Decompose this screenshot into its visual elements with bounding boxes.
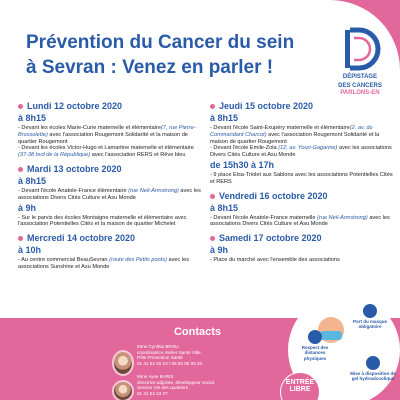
location-text: - Devant l'école Saint-Exupéry maternelle et élémentaire <box>210 125 350 131</box>
event-location <box>18 125 203 159</box>
event-location <box>18 257 203 271</box>
event-time: de 15h30 à 17h <box>210 159 275 170</box>
schedule-left-column <box>18 101 203 276</box>
event-location <box>210 125 395 159</box>
contact-photo-baris <box>112 380 134 400</box>
bullet-dot-icon <box>210 104 215 109</box>
contact-photo-brou <box>112 350 134 376</box>
event-time: à 8h15 <box>18 175 47 186</box>
event-time: à 9h <box>210 245 229 256</box>
event-day <box>210 233 395 244</box>
event-day-label: Jeudi 15 octobre 2020 <box>219 101 314 111</box>
event-day <box>18 233 203 244</box>
gel-icon <box>366 356 380 370</box>
bullet-dot-icon <box>18 236 23 241</box>
event-day <box>210 101 395 112</box>
event-right-2 <box>210 233 395 264</box>
bullet-dot-icon <box>210 236 215 241</box>
event-location <box>210 257 395 264</box>
bullet-dot-icon <box>18 104 23 109</box>
logo-line-2: DES CANCERS <box>338 83 382 89</box>
location-partners: avec les associations Divers Cités Culture et Asu Monde <box>210 145 392 159</box>
contact-line: coordinatrice Atelier Santé Ville, <box>137 349 202 355</box>
contact-brou <box>137 344 247 366</box>
event-day-label: Lundi 12 octobre 2020 <box>27 101 123 111</box>
location-address: (rue Neil-Armstrong) <box>128 187 179 194</box>
event-right-0 <box>210 101 395 186</box>
event-location <box>18 188 203 202</box>
location-partners: avec les associations Divers Cités Culture et Asu Monde <box>210 214 390 228</box>
location-address: (rue Neil-Armstrong) <box>317 214 368 221</box>
contact-line: directrice adjointe, développeur social, <box>137 379 216 385</box>
entree-line-2: LIBRE <box>289 386 311 393</box>
location-partners: avec l'association Rougemont Solidarité et la maison de quartier Rougemont <box>210 131 380 145</box>
event-left-2 <box>18 233 203 271</box>
schedule-right-column <box>210 101 395 269</box>
event-location <box>210 215 395 229</box>
contact-line: Service Vie des quartiers <box>137 385 188 391</box>
bullet-dot-icon <box>210 194 215 199</box>
covid-measure-mask <box>350 304 390 330</box>
covid-measure-label: Port du masque obligatoire <box>352 319 387 330</box>
location-partners: avec les associations Divers Cités Culture et Asu Monde <box>18 187 201 201</box>
event-left-0 <box>18 101 203 159</box>
event-time: à 8h15 <box>210 113 239 123</box>
location-text: - Sur le parvis des écoles Montaigne maternelle et élémentaire avec l'association Potentielles Cités et la maison de quartier Michelet <box>18 214 187 228</box>
location-partners: avec l'association Rougemont Solidarité et la maison de quartier Rougemont <box>18 131 188 145</box>
mask-icon <box>363 304 377 318</box>
event-day <box>210 191 395 202</box>
logo-line-3: PARLONS-EN <box>340 90 380 96</box>
contacts-section <box>110 318 285 400</box>
bullet-dot-icon <box>18 167 23 172</box>
covid-measure-distance <box>295 330 335 361</box>
contacts-title: Contacts <box>173 326 222 338</box>
location-address: (37-38 bvd de la République) <box>18 152 91 159</box>
event-day <box>18 164 203 175</box>
location-address: (route des Petits ponts) <box>109 257 167 264</box>
distance-icon <box>308 330 322 344</box>
event-day <box>18 101 203 112</box>
location-address: (7, rue Pierre-Brossolette) <box>18 125 196 138</box>
location-text: - 9 place Elsa-Triolet aux Sablons avec les associations Potentielles Cités et RERS <box>210 171 393 185</box>
location-text: - Au centre commercial BeauSevran <box>18 257 110 264</box>
poster-title <box>26 30 326 80</box>
location-address: (12, av. Youri-Gagarine) <box>278 145 338 152</box>
event-day-label: Vendredi 16 octobre 2020 <box>219 190 328 201</box>
location-text: - Devant les écoles Victor-Hugo et Lamartine maternelle et élémentaire <box>18 145 194 152</box>
location-address: (2, av. du Commandant Charcot) <box>210 125 373 138</box>
location-text: - Devant l'école Emile-Zola <box>210 145 279 152</box>
contact-line: Mme Ayse BARIS <box>137 374 174 379</box>
depistage-logo <box>330 26 390 101</box>
event-right-1 <box>210 191 395 229</box>
title-line-2: à Sevran : Venez en parler ! <box>26 57 274 78</box>
event-left-1 <box>18 164 203 228</box>
location-text: - Place du marché avec l'ensemble des associations <box>210 257 340 264</box>
covid-measure-label: Respect des distances physiques <box>301 345 329 361</box>
event-day-label: Mercredi 14 octobre 2020 <box>27 233 136 244</box>
contact-line: 01 41 52 43 27 <box>137 390 168 396</box>
logo-d-icon <box>339 26 381 72</box>
event-day-label: Mardi 13 octobre 2020 <box>27 163 122 174</box>
contact-line: 01 41 52 46 23 / 06 83 96 08 33 <box>137 360 203 366</box>
logo-line-1: DÉPISTAGE <box>342 74 378 80</box>
location-text: - Devant l'école Anatole-France élémentaire <box>18 187 129 194</box>
event-location <box>210 172 395 186</box>
event-location <box>18 215 203 229</box>
location-partners: avec les associations Sunshine et Asu Monde <box>18 257 190 270</box>
location-text: - Devant les écoles Marie-Curie maternelle et élémentaire <box>18 125 162 131</box>
covid-measure-gel <box>350 356 396 382</box>
covid-measure-label: Mise à disposition de gel hydroalcoolique <box>350 371 396 382</box>
entree-line-1: ENTRÉE <box>285 379 315 386</box>
location-text: - Devant l'école Anatole-France maternelle <box>210 214 318 221</box>
title-line-1: Prévention du Cancer du sein <box>26 32 295 53</box>
event-time: à 8h15 <box>18 113 47 123</box>
event-time: à 9h <box>18 202 37 213</box>
event-time: à 10h <box>18 245 42 256</box>
location-partners: avec l'association RERS et Rêve bleu <box>90 152 186 159</box>
contact-line: Mme Cynthia BROU <box>137 344 179 349</box>
event-day-label: Samedi 17 octobre 2020 <box>219 233 322 244</box>
contact-line: Pôle Prévention Santé <box>137 355 183 361</box>
contact-baris <box>137 374 247 396</box>
event-time: à 8h15 <box>210 202 239 213</box>
